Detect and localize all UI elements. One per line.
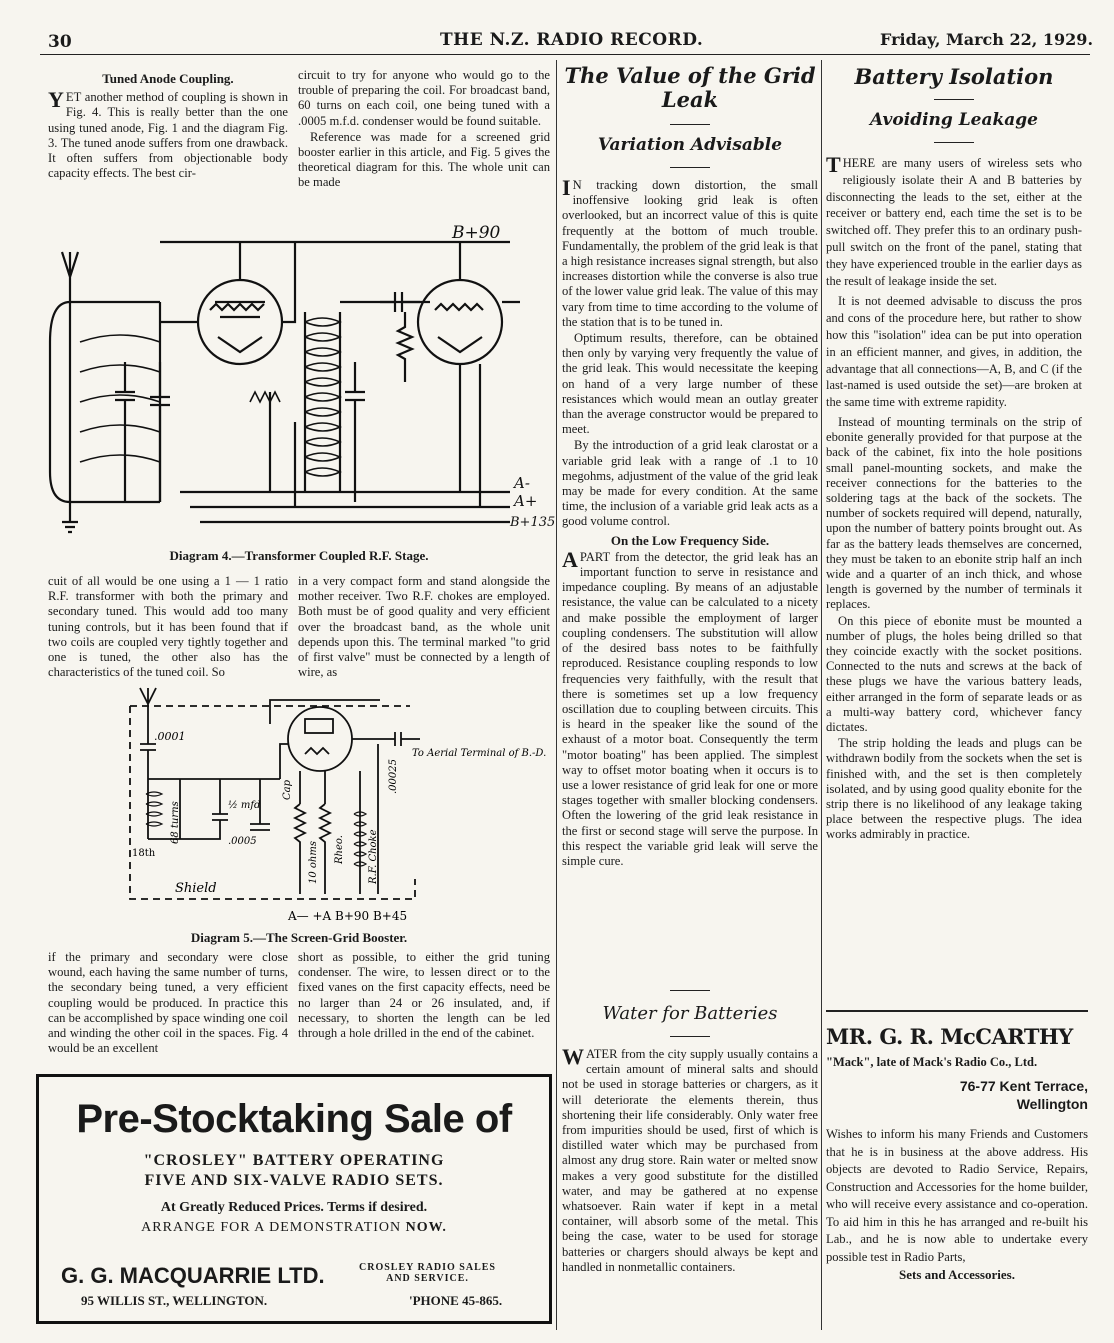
d5-to-aerial-label: To Aerial Terminal of B.-D.	[412, 748, 547, 759]
ad-service-block	[359, 1262, 496, 1284]
grid-leak-para4: PART from the detector, the grid leak has an important function to serve in resistance and impedance coupling. By means of an adjustable resistance, the value can be calculated to a nicety and make possible the employment of larger coupling condensers. The substitution will allow of the desired bass notes to be faithfully reproduced. Resistance coupling responds to low frequencies very faithfully, with the result that there is sometimes set up a low frequency oscillation due to coupling between circuits. This is heard in the speaker like the sound of the exhaust of a motor boat. Consequently the term "motor boating" has been applied. The simplest way to offset motor boating when it occurs is to use a lower resistance of grid leak for one or more stages together with smaller blocking condensers. Often the lowering of the grid leak resistance in the first or second stage will serve the purpose. In this respect the variable grid leak will serve the simple cure.	[562, 549, 818, 868]
battery-title: Battery Isolation	[854, 64, 1054, 89]
battery-para5: The strip holding the leads and plugs can be withdrawn bodily from the sockets when the set is finished with, and the set is then completely isolated, and by using good quality ebonite for the strip there is no likelihood of any leakage taking place between the respective plugs. The idea works admirably in practice.	[826, 736, 1082, 842]
water-rule2	[670, 1036, 710, 1037]
bottom-text-col1: if the primary and secondary were close wound, each having the same number of turns, the secondary being tuned, a very efficient coupling would be produced. In practice this can be accomplished by space winding one coil and winding the other coil in the spaces. Fig. 4 would be an excellent	[48, 950, 288, 1056]
d5-rheo-label: Rheo.	[334, 835, 345, 864]
d5-68turns-label: 68 turns	[170, 801, 181, 844]
diagram-5-caption: Diagram 5.—The Screen-Grid Booster.	[190, 930, 408, 945]
d5-0001-label: .0001	[154, 730, 186, 743]
ad-line3: At Greatly Reduced Prices. Terms if desired.	[160, 1200, 428, 1215]
mid-text-col1: cuit of all would be one using a 1 — 1 ratio R.F. transformer with both the primary and secondary tuned. This would add too many tuning controls, but it has been found that if two coils are coupled very tightly together and one is tuned, the other also has the characteristics of the tuned coil. So	[48, 574, 288, 680]
mccarthy-address2: Wellington	[1016, 1096, 1088, 1112]
diagram-5-schematic	[120, 684, 547, 926]
tuned-anode-para3: Reference was made for a screened grid booster earlier in this article, and Fig. 5 gives the theoretical diagram for this. The whole unit can be made	[298, 129, 550, 190]
grid-leak-rule2	[670, 167, 710, 168]
d5-rfchoke-label: R.F. Choke	[368, 829, 379, 884]
column-rule-2	[821, 60, 822, 1330]
grid-leak-article	[562, 64, 818, 870]
diagram4-a-plus-label: A+	[514, 492, 538, 510]
battery-rule1	[934, 99, 974, 100]
tuned-anode-para1: ET another method of coupling is shown in Fig. 4. This is really better than the one using tuned anode, Fig. 1 and the diagram Fig. 3. The tuned anode suffers from one drawback. It often suffers from objectionable body capacity effects. The best cir-	[48, 90, 288, 181]
mccarthy-body: Wishes to inform his many Friends and Customers that he is in business at the above address. His objects are devoted to Radio Service, Repairs, Construction and Accessories for the home builder, who will receive every assistance and co-operation. To aid him in this he has arranged and re-built his Lab., and he is now able to undertake every possible test in Radio Parts,	[826, 1127, 1088, 1264]
header-rule	[40, 54, 1090, 55]
ad-line4	[39, 1220, 549, 1236]
page-number: 30	[48, 32, 72, 52]
grid-leak-para2: Optimum results, therefore, can be obtained then only by varying very frequently the value of the grid leak. This would necessitate the keeping on hand of a very large number of these resistances which would mean an outlay greater than the average constructor would be prepared to meet.	[562, 331, 818, 437]
dropcap-t: T	[826, 152, 841, 177]
battery-para3: Instead of mounting terminals on the strip of ebonite generally provided for that purpose at the back of the cabinet, fix into the hole positions small panel-mounting sockets, and make the receiver connections for the batteries to the soldering tags at the back of the sockets. The number of sockets required will depend, naturally, upon the number of battery points brought out. As far as the battery leads themselves are concerned, they must be taken to an ebonite strip half an inch wide and a quarter of an inch thick, and whose length is governed by the number of terminals it replaces.	[826, 414, 1082, 612]
grid-leak-para1: N tracking down distortion, the small inoffensive looking grid leak is often overlooked, but an incorrect value of this is quite frequently at the bottom of much trouble. Fundamentally, the problem of the grid leak is that a high resistance increases signal strength, but also increases distortion while the converse is also true of the lower value grid leak. The value of this may vary from time to time according to the volume of the station that is to be tuned in.	[562, 178, 819, 329]
ad-line1: "CROSLEY" BATTERY OPERATING	[143, 1152, 445, 1169]
d5-18th-label: 18th	[132, 848, 156, 859]
diagram4-a-minus-label: A-	[514, 474, 530, 492]
mccarthy-name: MR. G. R. McCARTHY	[826, 1024, 1073, 1049]
bottom-text-col2: short as possible, to either the grid tuning condenser. The wire, to lessen direct or to the fixed vanes on the first capacity effects, need be no larger than 24 or 26 insulated, and, if necessary, to shorten the length can be led through a hole drilled in the end of the cabinet.	[298, 950, 550, 1041]
d5-half-mfd-label: ½ mfd	[228, 800, 261, 811]
dropcap-a: A	[562, 546, 578, 572]
battery-para2: It is not deemed advisable to discuss the pros and cons of the procedure here, but rather to show how this "isolation" idea can be put into operation in an efficient manner, and gives, in addition, the advantage that all connections—A, B, and C (if the last-named is used outside the set)—are broken at the same time with extreme rapidity.	[826, 294, 1082, 410]
tuned-anode-heading: Tuned Anode Coupling.	[102, 71, 234, 86]
ad-line2: FIVE AND SIX-VALVE RADIO SETS.	[144, 1172, 444, 1189]
ad-address: 95 WILLIS ST., WELLINGTON.	[81, 1293, 268, 1308]
battery-para4: On this piece of ebonite must be mounted a number of plugs, the holes being drilled so that they coincide exactly with the socket positions. Connected to the nuts and screws at the back of these plugs we have the various battery leads, either arranged in the form of separate leads or as a multi-way battery cord, whichever fancy dictates.	[826, 613, 1082, 735]
crosley-sale-advertisement	[36, 1074, 552, 1324]
mccarthy-top-rule	[826, 1010, 1088, 1012]
battery-para1: HERE are many users of wireless sets who religiously isolate their A and B batteries by disconnecting the leads to the set, either at the receiver or battery end, each time the set is to be switched off. They prefer this to an ordinary push-pull switch on the front of the panel, stating that they have experienced trouble in the earlier days as the result of leakage inside the set.	[826, 156, 1082, 288]
ad-service-line2: AND SERVICE.	[386, 1273, 469, 1284]
low-frequency-heading: On the Low Frequency Side.	[610, 532, 770, 548]
d5-00025-label: .00025	[388, 759, 399, 794]
ad-headline: Pre-Stocktaking Sale of	[76, 1097, 512, 1141]
mccarthy-advertisement	[826, 1010, 1088, 1283]
diagram-4-schematic	[40, 222, 556, 540]
battery-rule2	[934, 142, 974, 143]
d5-0005-label: .0005	[228, 836, 257, 847]
d5-cap-label: Cap	[282, 779, 293, 800]
water-rule	[670, 990, 710, 991]
grid-leak-subtitle: Variation Advisable	[597, 135, 783, 155]
grid-leak-rule1	[670, 124, 710, 125]
battery-isolation-article	[826, 64, 1082, 844]
grid-leak-para3: By the introduction of a grid leak clarostat or a variable grid leak with a range of .1 to 10 megohms, adjustment of the value of the grid leak may be made for every condition. At the same time, the inclusion of a variable grid leak acts as a good volume control.	[562, 438, 818, 529]
ad-service-line1: CROSLEY RADIO SALES	[359, 1262, 496, 1273]
diagram4-b135-label: B+135	[510, 515, 556, 530]
water-article	[562, 990, 818, 1276]
column-rule-1	[556, 60, 557, 1330]
mid-text-col2: in a very compact form and stand alongside the mother receiver. Two R.F. chokes are employed. Both must be of good quality and very efficient over the broadcast band, as the whole unit depends upon this. The terminal marked "to grid of first valve" must be connected by a length of wire, as	[298, 574, 550, 680]
grid-leak-title: The Value of the Grid Leak	[564, 63, 816, 112]
mccarthy-late-of: "Mack", late of Mack's Radio Co., Ltd.	[826, 1055, 1038, 1069]
water-para1: ATER from the city supply usually contains a certain amount of mineral salts and should not be used in storage batteries or chargers, as it will deteriorate the elements therein, thus shortening their life considerably. Only water free from impurities should be used, first of which is distilled water which may be purchased from almost any drug store. Rain water or melted snow makes a very good substitute for the distilled water, and may be gathered at no expense whatsoever. Rain water if kept in a metal container, will absorb some of the metal. This being the case, water to be used for storage batteries or chargers should always be kept and handled in nonmetallic containers.	[562, 1047, 818, 1274]
dropcap-w: W	[562, 1044, 584, 1069]
diagram4-b90-label: B+90	[452, 223, 501, 243]
dropcap-i: I	[562, 175, 571, 200]
d5-shield-label: Shield	[175, 881, 217, 896]
tuned-anode-col2	[298, 68, 550, 192]
ad-company: G. G. MACQUARRIE LTD.	[61, 1263, 325, 1288]
ad-line4-b: NOW.	[405, 1220, 447, 1235]
battery-subtitle: Avoiding Leakage	[870, 110, 1038, 130]
tuned-anode-para2: circuit to try for anyone who would go to the trouble of preparing the coil. For broadcast band, 60 turns on each coil, one being tuned with a .0005 m.f.d. condenser would be found suitable.	[298, 68, 550, 128]
d5-10ohms-label: 10 ohms	[308, 841, 319, 884]
ad-line4-a: ARRANGE FOR A DEMONSTRATION	[141, 1220, 402, 1235]
d5-terminals-label: A— +A B+90 B+45	[288, 909, 408, 923]
tuned-anode-col1	[48, 68, 288, 182]
water-title: Water for Batteries	[602, 1003, 778, 1024]
issue-date: Friday, March 22, 1929.	[880, 30, 1094, 49]
masthead: THE N.Z. RADIO RECORD.	[440, 30, 704, 50]
ad-phone: 'PHONE 45-865.	[409, 1293, 503, 1308]
dropcap-y: Y	[48, 87, 64, 113]
mccarthy-address1: 76-77 Kent Terrace,	[959, 1078, 1088, 1094]
diagram-4-caption: Diagram 4.—Transformer Coupled R.F. Stage.	[169, 548, 429, 563]
mccarthy-last-line: Sets and Accessories.	[899, 1267, 1015, 1282]
